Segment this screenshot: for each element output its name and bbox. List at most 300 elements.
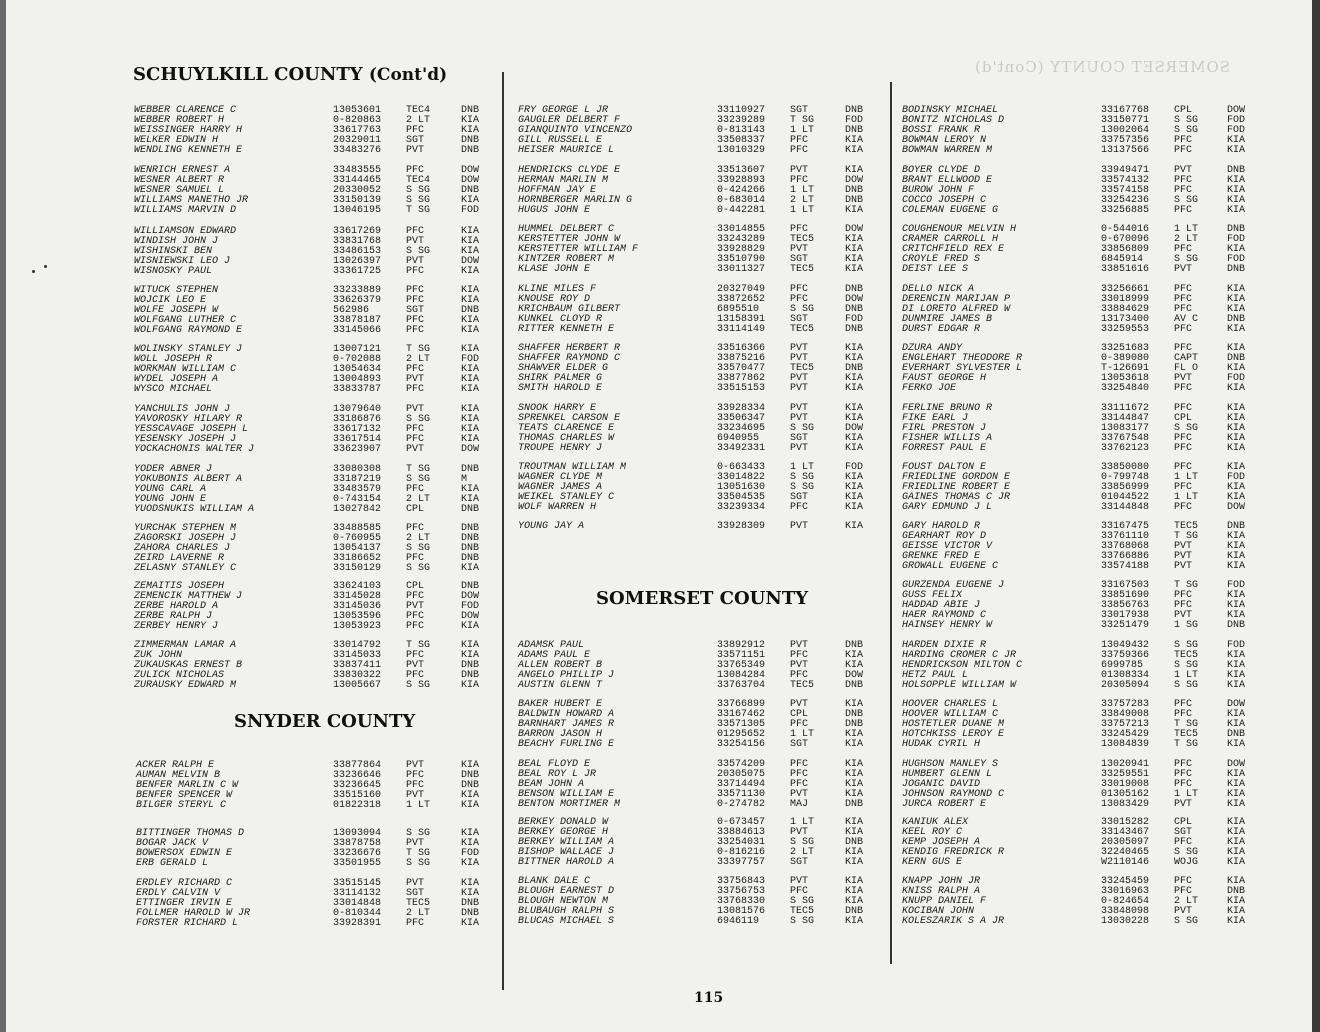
status: KIA	[845, 382, 864, 394]
entry-group	[902, 641, 1272, 690]
status: DOW	[845, 174, 864, 186]
serial-number: 33144847	[1101, 412, 1150, 424]
soldier-name: FOUST DALTON E	[902, 462, 987, 473]
rank: PFC	[1174, 442, 1193, 454]
status: KIA	[845, 895, 864, 907]
serial-number: 13053618	[1101, 372, 1150, 384]
serial-number: 13053923	[333, 620, 382, 632]
roster-entry	[134, 505, 504, 515]
soldier-name: HENDRICKS CLYDE E	[518, 165, 621, 176]
rank: S SG	[406, 245, 431, 257]
entry-group	[902, 166, 1272, 215]
rank: PVT	[1174, 165, 1193, 176]
status: KIA	[1227, 846, 1246, 858]
serial-number: 33014792	[333, 640, 382, 651]
bleed-through-heading: SOMERSET COUNTY (Cont'd)	[974, 58, 1231, 76]
status: DOW	[461, 255, 480, 267]
serial-number: 33016963	[1101, 885, 1150, 897]
status: KIA	[461, 799, 480, 811]
rank: PFC	[1174, 243, 1193, 255]
soldier-name: GEISSE VICTOR V	[902, 540, 993, 552]
serial-number: 13020941	[1101, 759, 1150, 770]
soldier-name: KRICHBAUM GILBERT	[518, 303, 621, 315]
entry-group	[518, 463, 888, 512]
status: DNB	[845, 836, 864, 848]
rank: SGT	[790, 105, 809, 116]
serial-number: 33245459	[1101, 876, 1150, 887]
rank: PFC	[1174, 708, 1193, 720]
roster-entry	[518, 858, 888, 868]
rank: S SG	[1174, 124, 1199, 136]
rank: 2 LT	[1174, 233, 1199, 245]
rank: PVT	[790, 659, 809, 671]
status: KIA	[461, 857, 480, 869]
serial-number: 13158391	[717, 313, 766, 325]
serial-number: 562986	[333, 304, 370, 316]
rank: S SG	[406, 562, 431, 574]
soldier-name: HADDAD ABIE J	[902, 599, 981, 611]
rank: PVT	[406, 404, 425, 415]
status: KIA	[461, 324, 480, 336]
serial-number: 33186876	[333, 413, 382, 425]
serial-number: 33080308	[333, 464, 382, 475]
status: DNB	[461, 779, 480, 791]
status: KIA	[1227, 669, 1246, 681]
soldier-name: BOYER CLYDE D	[902, 165, 981, 176]
soldier-name: GAUGLER DELBERT F	[518, 114, 621, 126]
soldier-name: GEARHART ROY D	[902, 530, 987, 542]
status: DNB	[461, 542, 480, 554]
entry-group	[902, 285, 1272, 334]
soldier-name: WEBBER ROBERT H	[134, 114, 225, 126]
serial-number: 33949471	[1101, 165, 1150, 176]
rank: S SG	[1174, 679, 1199, 691]
soldier-name: BOWMAN LEROY N	[902, 134, 987, 146]
soldier-name: WESNER SAMUEL L	[134, 184, 225, 196]
serial-number: 13084839	[1101, 738, 1150, 750]
rank: PFC	[1174, 836, 1193, 848]
soldier-name: ZUKAUSKAS ERNEST B	[134, 659, 243, 671]
roster-entry	[902, 325, 1272, 335]
entry-group	[134, 405, 504, 454]
rank: 1 LT	[790, 462, 815, 473]
soldier-name: BITTINGER THOMAS D	[136, 828, 245, 839]
status: KIA	[845, 501, 864, 513]
soldier-name: GARY HAROLD R	[902, 521, 981, 532]
serial-number: 33848098	[1101, 905, 1150, 917]
rank: S SG	[1174, 114, 1199, 126]
serial-number: 13083177	[1101, 422, 1150, 434]
status: DOW	[1227, 699, 1246, 710]
roster-entry	[518, 146, 888, 156]
rank: PFC	[1174, 303, 1193, 315]
status: DNB	[461, 464, 480, 475]
serial-number: 20305097	[1101, 836, 1150, 848]
entry-group	[518, 522, 888, 532]
status: DNB	[1227, 728, 1246, 740]
status: KIA	[461, 413, 480, 425]
serial-number: 33243289	[717, 233, 766, 245]
serial-number: 33571151	[717, 649, 766, 661]
entry-group	[518, 641, 888, 690]
soldier-name: WINDISH JOHN J	[134, 235, 219, 247]
serial-number: 0-760955	[333, 532, 382, 544]
roster-entry	[902, 146, 1272, 156]
serial-number: 33018999	[1101, 293, 1150, 305]
soldier-name: KANIUK ALEX	[902, 817, 969, 828]
rank: S SG	[1174, 640, 1199, 651]
status: DNB	[1227, 885, 1246, 897]
rank: 1 LT	[790, 817, 815, 828]
roster-entry	[134, 622, 504, 632]
soldier-name: KLINE MILES F	[518, 284, 597, 295]
soldier-name: FRIEDLINE GORDON E	[902, 471, 1011, 483]
status: DNB	[845, 105, 864, 116]
rank: TEC5	[790, 362, 815, 374]
roster-entry	[902, 444, 1272, 454]
serial-number: 33928391	[333, 917, 382, 929]
status: DNB	[845, 184, 864, 196]
entry-group	[134, 641, 504, 690]
serial-number: 33014822	[717, 471, 766, 483]
entry-group	[902, 463, 1272, 512]
rank: PFC	[1174, 885, 1193, 897]
status: KIA	[845, 759, 864, 770]
soldier-name: HAINSEY HENRY W	[902, 619, 993, 631]
status: FOD	[461, 847, 480, 859]
serial-number: 33167503	[1101, 580, 1150, 591]
soldier-name: KERSTETTER JOHN W	[518, 233, 621, 245]
serial-number: 33856809	[1101, 243, 1150, 255]
rank: PFC	[1174, 184, 1193, 196]
soldier-name: BENTON MORTIMER M	[518, 798, 621, 810]
soldier-name: BUROW JOHN F	[902, 184, 975, 196]
status: DNB	[1227, 263, 1246, 275]
entry-group	[518, 344, 888, 393]
soldier-name: WOLFGANG LUTHER C	[134, 314, 237, 326]
serial-number: 13093094	[333, 828, 382, 839]
rank: PFC	[790, 293, 809, 305]
serial-number: 33515145	[333, 878, 382, 889]
rank: PFC	[406, 124, 425, 136]
serial-number: 33167768	[1101, 105, 1150, 116]
serial-number: 33256885	[1101, 204, 1150, 216]
soldier-name: ETTINGER IRVIN E	[136, 897, 233, 909]
rank: S SG	[790, 422, 815, 434]
serial-number: 33872652	[717, 293, 766, 305]
serial-number: 20329011	[333, 134, 382, 146]
soldier-name: FERLINE BRUNO R	[902, 403, 993, 414]
rank: T SG	[406, 464, 431, 475]
soldier-name: FIKE EARL J	[902, 412, 969, 424]
soldier-name: BENSON WILLIAM E	[518, 788, 615, 800]
rank: SGT	[790, 253, 809, 265]
serial-number: 33768330	[717, 895, 766, 907]
status: KIA	[1227, 362, 1246, 374]
status: KIA	[461, 483, 480, 495]
serial-number: 33768068	[1101, 540, 1150, 552]
status: FOD	[1227, 114, 1246, 126]
status: DNB	[845, 640, 864, 651]
status: DNB	[845, 708, 864, 720]
rank: PFC	[1174, 293, 1193, 305]
roster-entry	[518, 503, 888, 513]
status: KIA	[845, 372, 864, 384]
status: M	[461, 473, 468, 485]
soldier-name: YESENSKY JOSEPH J	[134, 433, 237, 445]
soldier-name: BLUCAS MICHAEL S	[518, 915, 615, 927]
roster-entry	[134, 385, 504, 395]
entry-group	[518, 285, 888, 334]
status: KIA	[1227, 778, 1246, 790]
rank: CPL	[1174, 105, 1193, 116]
entry-group	[518, 106, 888, 155]
rank: S SG	[406, 413, 431, 425]
status: FOD	[1227, 124, 1246, 136]
rank: PFC	[790, 778, 809, 790]
soldier-name: HETZ PAUL L	[902, 669, 969, 681]
entry-group	[134, 166, 504, 215]
soldier-name: KENDIG FREDRICK R	[902, 846, 1005, 858]
status: DNB	[461, 581, 480, 592]
soldier-name: YANCHULIS JOHN J	[134, 404, 231, 415]
rank: 1 LT	[790, 728, 815, 740]
serial-number: 33617269	[333, 226, 382, 237]
rank: PFC	[406, 552, 425, 564]
status: KIA	[845, 204, 864, 216]
roster-entry	[518, 325, 888, 335]
rank: PVT	[406, 659, 425, 671]
serial-number: 33488585	[333, 523, 382, 534]
rank: TEC5	[790, 233, 815, 245]
serial-number: 33574188	[1101, 560, 1150, 572]
serial-number: 33763704	[717, 679, 766, 691]
status: KIA	[845, 352, 864, 364]
serial-number: 33849008	[1101, 708, 1150, 720]
soldier-name: ERDLEY RICHARD C	[136, 878, 233, 889]
status: KIA	[461, 373, 480, 385]
soldier-name: TEATS CLARENCE E	[518, 422, 615, 434]
serial-number: 6946119	[717, 915, 760, 927]
serial-number: 33508337	[717, 134, 766, 146]
heading-schuylkill-cont: (Cont'd)	[368, 65, 448, 85]
status: KIA	[461, 562, 480, 574]
soldier-name: HERMAN MARLIN M	[518, 174, 609, 186]
serial-number: 13026397	[333, 255, 382, 267]
soldier-name: BOSSI FRANK R	[902, 124, 981, 136]
soldier-name: GROWALL EUGENE C	[902, 560, 999, 572]
soldier-name: ENGLEHART THEODORE R	[902, 352, 1023, 364]
status: KIA	[461, 620, 480, 632]
status: DOW	[845, 422, 864, 434]
soldier-name: FOLLMER HAROLD W JR	[136, 907, 251, 919]
roster-entry	[518, 681, 888, 691]
rank: AV C	[1174, 313, 1199, 325]
status: KIA	[1227, 826, 1246, 838]
roster-entry	[134, 445, 504, 455]
status: KIA	[845, 856, 864, 868]
serial-number: 33361725	[333, 265, 382, 277]
status: DNB	[461, 184, 480, 196]
soldier-name: GURZENDA EUGENE J	[902, 580, 1005, 591]
soldier-name: ADAMS PAUL E	[518, 649, 591, 661]
rank: PVT	[790, 165, 809, 176]
soldier-name: KEMP JOSEPH A	[902, 836, 981, 848]
status: KIA	[1227, 876, 1246, 887]
serial-number: 33510790	[717, 253, 766, 265]
soldier-name: DELLO NICK A	[902, 284, 975, 295]
serial-number: 33167462	[717, 708, 766, 720]
status: DNB	[461, 304, 480, 316]
serial-number: 01044522	[1101, 491, 1150, 503]
status: DNB	[845, 323, 864, 335]
serial-number: 01308334	[1101, 669, 1150, 681]
soldier-name: WYDEL JOSEPH A	[134, 373, 219, 385]
rank: PFC	[1174, 144, 1193, 156]
rank: SGT	[790, 432, 809, 444]
entry-group	[518, 166, 888, 215]
rank: 2 LT	[406, 493, 431, 505]
rank: S SG	[790, 836, 815, 848]
status: KIA	[461, 383, 480, 395]
status: DNB	[461, 669, 480, 681]
serial-number: 33877864	[333, 760, 382, 771]
soldier-name: WEIKEL STANLEY C	[518, 491, 615, 503]
serial-number: 33187219	[333, 473, 382, 485]
rank: PVT	[1174, 905, 1193, 917]
soldier-name: TROUTMAN WILLIAM M	[518, 462, 627, 473]
rank: S SG	[406, 857, 431, 869]
rank: PFC	[1174, 204, 1193, 216]
entry-group	[136, 879, 506, 928]
soldier-name: BILGER STERYL C	[136, 799, 227, 811]
soldier-name: ZELASNY STANLEY C	[134, 562, 237, 574]
status: KIA	[1227, 174, 1246, 186]
soldier-name: WORKMAN WILLIAM C	[134, 363, 237, 375]
status: KIA	[1227, 659, 1246, 671]
rank: PFC	[406, 314, 425, 326]
serial-number: 33145066	[333, 324, 382, 336]
roster-entry	[134, 681, 504, 691]
soldier-name: ZULICK NICHOLAS	[134, 669, 225, 681]
roster-entry	[902, 917, 1272, 927]
status: KIA	[1227, 895, 1246, 907]
roster-entry	[902, 374, 1272, 384]
status: DOW	[461, 590, 480, 602]
serial-number: 33626379	[333, 294, 382, 306]
status: FOD	[1227, 233, 1246, 245]
status: KIA	[845, 826, 864, 838]
soldier-name: DZURA ANDY	[902, 343, 963, 354]
soldier-name: AUMAN MELVIN B	[136, 769, 221, 781]
status: DNB	[845, 679, 864, 691]
serial-number: 33143467	[1101, 826, 1150, 838]
soldier-name: WOLFGANG RAYMOND E	[134, 324, 243, 336]
entry-group	[136, 761, 506, 810]
roster-entry	[134, 146, 504, 156]
soldier-name: SHIRK PALMER G	[518, 372, 603, 384]
rank: TEC4	[406, 174, 431, 186]
soldier-name: FORREST PAUL E	[902, 442, 987, 454]
serial-number: 6940955	[717, 432, 760, 444]
rank: PFC	[1174, 699, 1193, 710]
soldier-name: ZERBE HAROLD A	[134, 600, 219, 612]
rank: TEC5	[1174, 728, 1199, 740]
serial-number: 33516366	[717, 343, 766, 354]
status: DNB	[845, 194, 864, 206]
rank: 1 LT	[1174, 224, 1199, 235]
serial-number: 33114149	[717, 323, 766, 335]
status: DNB	[1227, 619, 1246, 631]
serial-number: 01295652	[717, 728, 766, 740]
roster-entry	[902, 206, 1272, 216]
serial-number: 33884613	[717, 826, 766, 838]
soldier-name: HUGHSON MANLEY S	[902, 759, 999, 770]
roster-entry	[902, 384, 1272, 394]
status: DNB	[845, 124, 864, 136]
serial-number: 33114132	[333, 887, 382, 899]
entry-group	[902, 106, 1272, 155]
soldier-name: BERKEY DONALD W	[518, 817, 609, 828]
serial-number: 33714494	[717, 778, 766, 790]
status: DNB	[845, 362, 864, 374]
rank: 2 LT	[790, 846, 815, 858]
status: KIA	[461, 245, 480, 257]
rank: T SG	[1174, 738, 1199, 750]
serial-number: 33483276	[333, 144, 382, 156]
serial-number: 33397757	[717, 856, 766, 868]
status: DNB	[1227, 165, 1246, 176]
soldier-name: KINTZER ROBERT M	[518, 253, 615, 265]
soldier-name: WISHINSKI BEN	[134, 245, 213, 257]
status: KIA	[1227, 204, 1246, 216]
soldier-name: BERKEY WILLIAM A	[518, 836, 615, 848]
serial-number: 0-820863	[333, 114, 382, 126]
status: KIA	[1227, 343, 1246, 354]
serial-number: 33757283	[1101, 699, 1150, 710]
serial-number: 33877862	[717, 372, 766, 384]
soldier-name: ERB GERALD L	[136, 857, 209, 869]
serial-number: T-126691	[1101, 362, 1150, 374]
soldier-name: WENRICH ERNEST A	[134, 165, 231, 176]
serial-number: 33017938	[1101, 609, 1150, 621]
status: KIA	[461, 344, 480, 355]
rank: 1 LT	[406, 799, 431, 811]
serial-number: 6999785	[1101, 659, 1144, 671]
rank: PFC	[790, 649, 809, 661]
rank: S SG	[406, 194, 431, 206]
serial-number: 33830322	[333, 669, 382, 681]
status: DOW	[461, 165, 480, 176]
status: KIA	[845, 243, 864, 255]
status: KIA	[461, 294, 480, 306]
entry-group	[902, 404, 1272, 453]
serial-number: 33259551	[1101, 768, 1150, 780]
status: KIA	[1227, 184, 1246, 196]
serial-number: 33762123	[1101, 442, 1150, 454]
status: DNB	[1227, 313, 1246, 325]
roster-entry	[518, 522, 888, 532]
soldier-name: FISHER WILLIS A	[902, 432, 993, 444]
rank: CPL	[406, 581, 425, 592]
soldier-name: HUDAK CYRIL H	[902, 738, 981, 750]
rank: PVT	[1174, 372, 1193, 384]
soldier-name: BLOUGH NEWTON M	[518, 895, 609, 907]
soldier-name: YOUNG CARL A	[134, 483, 207, 495]
status: KIA	[845, 442, 864, 454]
rank: PFC	[406, 165, 425, 176]
status: DOW	[461, 174, 480, 186]
